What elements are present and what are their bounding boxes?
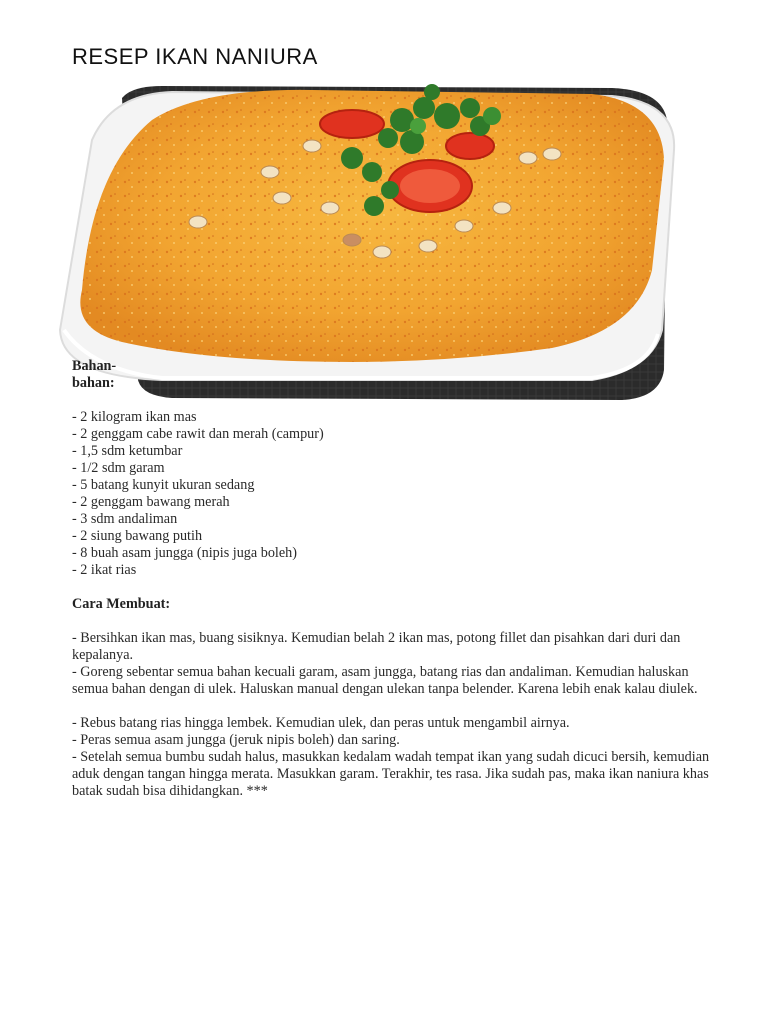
list-item: - 2 genggam cabe rawit dan merah (campur)	[72, 426, 324, 442]
list-item: - 2 kilogram ikan mas	[72, 409, 197, 425]
method-heading: Cara Membuat:	[72, 596, 171, 612]
list-item: - 1/2 sdm garam	[72, 460, 165, 476]
list-item: - 1,5 sdm ketumbar	[72, 443, 183, 459]
method-step: - Rebus batang rias hingga lembek. Kemudian ulek, dan peras untuk mengambil airnya.	[72, 715, 570, 731]
method-step: - Peras semua asam jungga (jeruk nipis boleh) dan saring.	[72, 732, 400, 748]
list-item: - 8 buah asam jungga (nipis juga boleh)	[72, 545, 297, 561]
method-step: - Bersihkan ikan mas, buang sisiknya. Kemudian belah 2 ikan mas, potong fillet dan pisahkan dari duri dan kepalanya.	[72, 630, 681, 663]
list-item: - 2 ikat rias	[72, 562, 137, 578]
ingredients-heading: Bahan-bahan:	[72, 358, 117, 391]
method-step: - Goreng sebentar semua bahan kecuali garam, asam jungga, batang rias dan andaliman. Kemudian haluskan semua bahan dengan di ulek. Haluskan manual dengan ulekan tanpa belender. Karena lebih enak kalau diulek.	[72, 664, 698, 697]
list-item: - 3 sdm andaliman	[72, 511, 178, 527]
list-item: - 2 genggam bawang merah	[72, 494, 230, 510]
ingredients-list	[72, 409, 722, 579]
recipe-body	[72, 358, 722, 800]
list-item: - 2 siung bawang putih	[72, 528, 203, 544]
list-item: - 5 batang kunyit ukuran sedang	[72, 477, 255, 493]
method-step: - Setelah semua bumbu sudah halus, masukkan kedalam wadah tempat ikan yang sudah dicuci bersih, kemudian aduk dengan tangan hingga merata. Masukkan garam. Terakhir, tes rasa. Jika sudah pas, maka ikan naniura khas batak sudah bisa dihidangkan. ***	[72, 749, 710, 799]
page-title: RESEP IKAN NANIURA	[72, 44, 318, 69]
